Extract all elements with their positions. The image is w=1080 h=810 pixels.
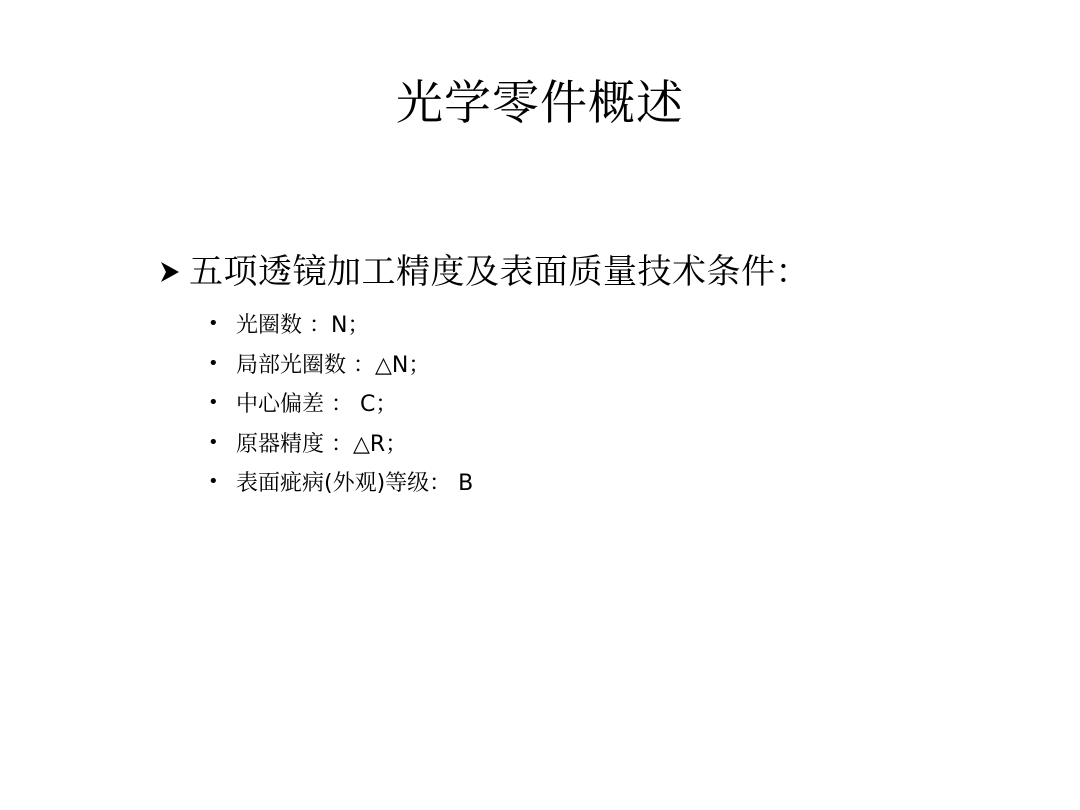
- list-item: [208, 423, 473, 463]
- bullet-dot-icon: •: [208, 471, 219, 493]
- list-item-text: 原器精度 ：△R；: [236, 431, 408, 457]
- sub-bullet-list: [208, 304, 473, 502]
- list-item: [208, 344, 473, 384]
- bullet-dot-icon: •: [208, 352, 219, 374]
- bullet-dot-icon: •: [208, 431, 219, 453]
- list-item: [208, 383, 473, 423]
- bullet-dot-icon: •: [208, 313, 219, 335]
- list-item: [208, 304, 473, 344]
- main-point-text: 五项透镜加工精度及表面质量技术条件：: [189, 252, 810, 292]
- arrow-right-icon: [155, 250, 185, 294]
- list-item-text: 中心偏差 ： C；: [236, 392, 398, 418]
- list-item-text: 光圈数 ：N；: [236, 313, 370, 339]
- list-item-text: 局部光圈数 ：△N；: [236, 352, 431, 378]
- main-bullet-point: [155, 250, 810, 294]
- bullet-dot-icon: •: [208, 392, 219, 414]
- list-item-text: 表面疵病(外观)等级： B: [236, 471, 474, 497]
- slide-title: 光学零件概述: [396, 76, 684, 131]
- list-item: [208, 462, 473, 502]
